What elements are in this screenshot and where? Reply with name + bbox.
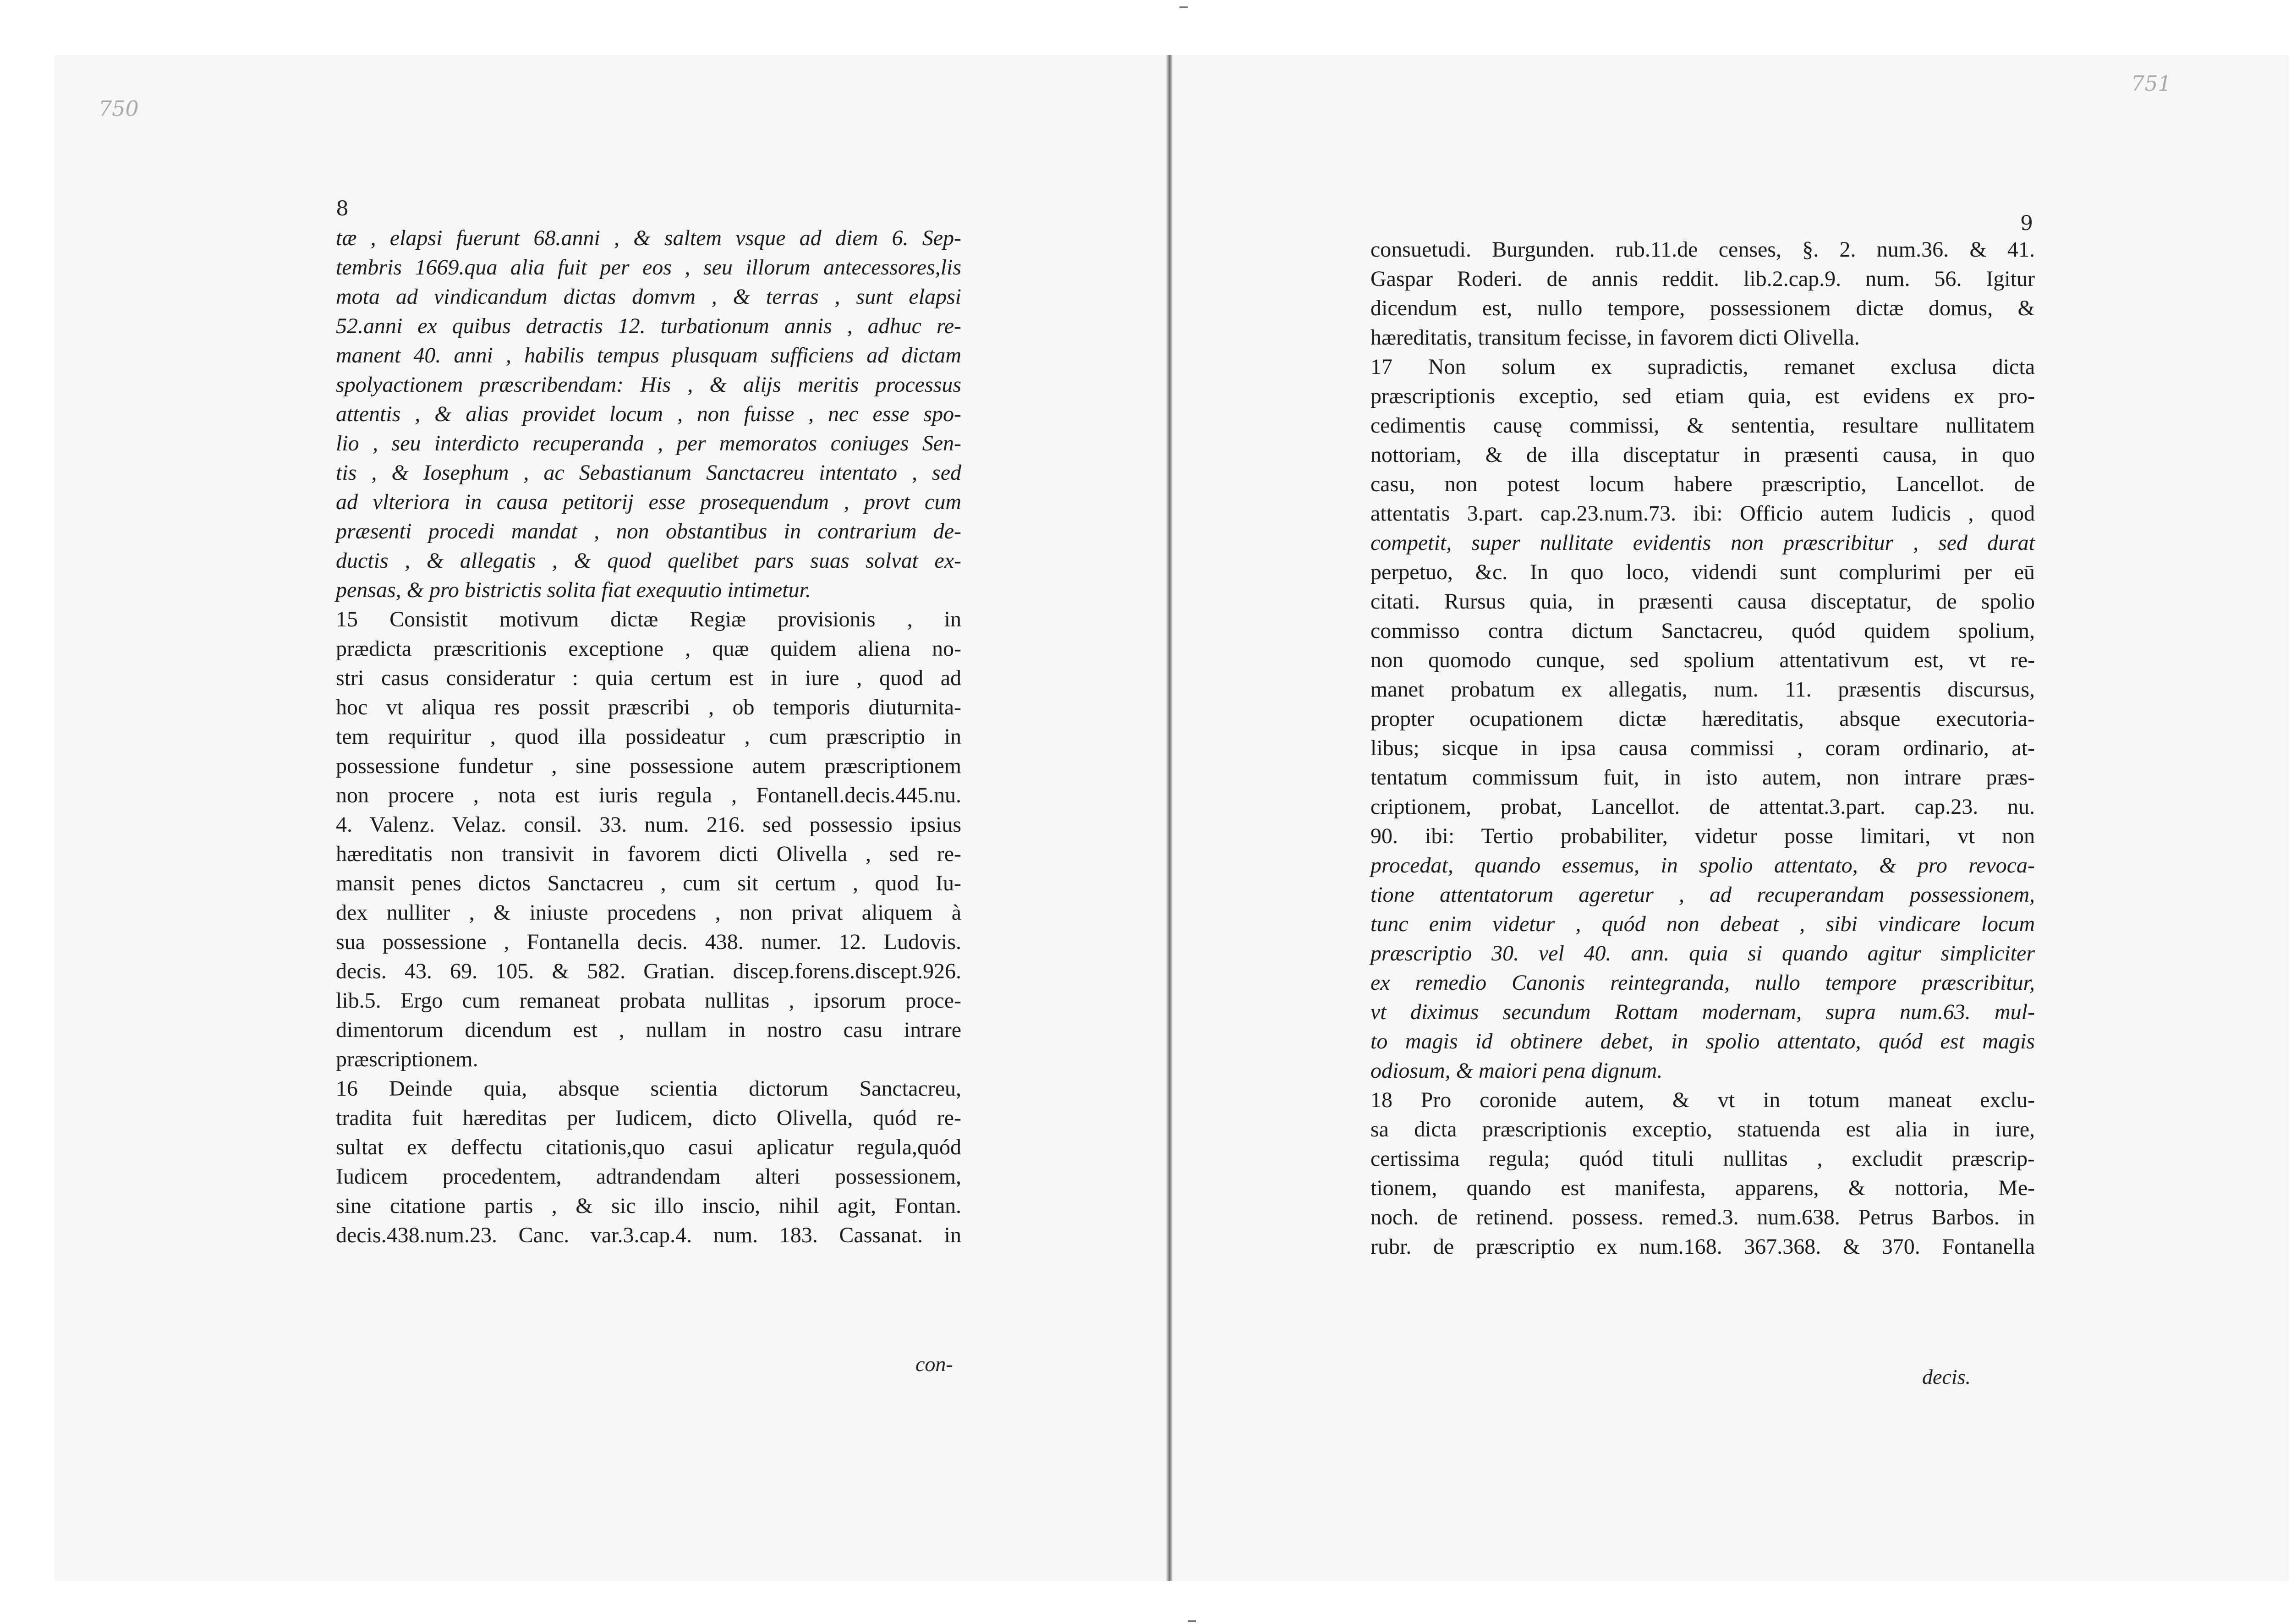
text-line: propter ocupationem dictæ hæreditatis, absque executoria- [1370, 707, 2035, 731]
text-line: perpetuo, &c. In quo loco, videndi sunt complurimi per eū [1370, 560, 2035, 584]
text-line: prædicta præscritionis exceptione , quæ quidem aliena no- [336, 636, 961, 661]
text-line: mota ad vindicandum dictas domvm , & terras , sunt elapsi [336, 285, 961, 309]
text-line: attentatis 3.part. cap.23.num.73. ibi: Officio autem Iudicis , quod [1370, 501, 2035, 526]
text-line: nottoriam, & de illa disceptatur in præsenti causa, in quo [1370, 443, 2035, 467]
text-line: hoc vt aliqua res possit præscribi , ob temporis diuturnita- [336, 695, 961, 719]
text-line: noch. de retinend. possess. remed.3. num.638. Petrus Barbos. in [1370, 1205, 2035, 1229]
text-line: rubr. de præscriptio ex num.168. 367.368. & 370. Fontanella [1370, 1234, 2035, 1259]
right-page-number: 9 [2020, 212, 2033, 235]
text-line: 15 Consistit motivum dictæ Regiæ provisionis , in [336, 607, 961, 631]
text-line: casu, non potest locum habere præscriptio, Lancellot. de [1370, 472, 2035, 496]
text-line: 4. Valenz. Velaz. consil. 33. num. 216. sed possessio ipsius [336, 812, 961, 837]
left-pencil-folio: 750 [99, 96, 139, 121]
text-line: tionem, quando est manifesta, apparens, & nottoria, Me- [1370, 1176, 2035, 1200]
text-line: ex remedio Canonis reintegranda, nullo tempore præscribitur, [1370, 971, 2035, 995]
text-line: lib.5. Ergo cum remaneat probata nullitas , ipsorum proce- [336, 988, 961, 1013]
text-line: cedimentis causę commissi, & sententia, resultare nullitatem [1370, 413, 2035, 438]
text-line: manet probatum ex allegatis, num. 11. præsentis discursus, [1370, 677, 2035, 702]
text-line: lio , seu interdicto recuperanda , per memoratos coniuges Sen- [336, 431, 961, 455]
text-line: præscriptio 30. vel 40. ann. quia si quando agitur simpliciter [1370, 941, 2035, 966]
book-gutter [1166, 55, 1173, 1581]
text-line: sua possessione , Fontanella decis. 438. numer. 12. Ludovis. [336, 930, 961, 954]
text-line: sa dicta præscriptionis exceptio, statuenda est alia in iure, [1370, 1117, 2035, 1141]
text-line: commisso contra dictum Sanctacreu, quód quidem spolium, [1370, 619, 2035, 643]
text-line: spolyactionem præscribendam: His , & alijs meritis processus [336, 373, 961, 397]
right-page [1173, 0, 2291, 1624]
text-line: non procere , nota est iuris regula , Fontanell.decis.445.nu. [336, 783, 961, 807]
text-line: Gaspar Roderi. de annis reddit. lib.2.cap.9. num. 56. Igitur [1370, 267, 2035, 291]
text-line: non quomodo cunque, sed spolium attentativum est, vt re- [1370, 648, 2035, 672]
text-line: 16 Deinde quia, absque scientia dictorum Sanctacreu, [336, 1076, 961, 1101]
text-line: Iudicem procedentem, adtrandendam alteri possessionem, [336, 1164, 961, 1189]
text-line: sine citatione partis , & sic illo inscio, nihil agit, Fontan. [336, 1194, 961, 1218]
text-line: criptionem, probat, Lancellot. de attentat.3.part. cap.23. nu. [1370, 795, 2035, 819]
text-line: præscriptionem. [336, 1047, 478, 1071]
text-line: decis. 43. 69. 105. & 582. Gratian. discep.forens.discept.926. [336, 959, 961, 983]
left-page-number: 8 [336, 197, 349, 220]
text-line: certissima regula; quód tituli nullitas , excludit præscrip- [1370, 1147, 2035, 1171]
text-line: tunc enim videtur , quód non debeat , sibi vindicare locum [1370, 912, 2035, 936]
text-line: procedat, quando essemus, in spolio attentato, & pro revoca- [1370, 853, 2035, 878]
text-line: consuetudi. Burgunden. rub.11.de censes, §. 2. num.36. & 41. [1370, 237, 2035, 262]
text-line: tione attentatorum ageretur , ad recuperandam possessionem, [1370, 883, 2035, 907]
text-line: præsenti procedi mandat , non obstantibus in contrarium de- [336, 519, 961, 543]
text-line: odiosum, & maiori pena dignum. [1370, 1059, 1663, 1083]
text-line: attentis , & alias providet locum , non fuisse , nec esse spo- [336, 402, 961, 426]
text-line: dex nulliter , & iniuste procedens , non privat aliquem à [336, 900, 961, 925]
text-line: ad vlteriora in causa petitorij esse prosequendum , provt cum [336, 490, 961, 514]
text-line: citati. Rursus quia, in præsenti causa disceptatur, de spolio [1370, 589, 2035, 614]
text-line: sultat ex deffectu citationis,quo casui aplicatur regula,quód [336, 1135, 961, 1159]
text-line: hæreditatis non transivit in favorem dicti Olivella , sed re- [336, 842, 961, 866]
text-line: manent 40. anni , habilis tempus plusquam sufficiens ad dictam [336, 343, 961, 368]
text-line: tembris 1669.qua alia fuit per eos , seu illorum antecessores,lis [336, 255, 961, 280]
text-line: possessione fundetur , sine possessione autem præscriptionem [336, 754, 961, 778]
right-pencil-folio: 751 [2131, 71, 2171, 96]
text-line: præscriptionis exceptio, sed etiam quia, est evidens ex pro- [1370, 384, 2035, 408]
text-line: hæreditatis, transitum fecisse, in favorem dicti Olivella. [1370, 325, 1860, 350]
text-line: pensas, & pro bistrictis solita fiat exequutio intimetur. [336, 578, 811, 602]
text-line: dicendum est, nullo tempore, possessionem dictæ domus, & [1370, 296, 2035, 320]
text-line: ductis , & allegatis , & quod quelibet pars suas solvat ex- [336, 549, 961, 573]
text-line: competit, super nullitate evidentis non præscribitur , sed durat [1370, 531, 2035, 555]
text-line: 52.anni ex quibus detractis 12. turbationum annis , adhuc re- [336, 314, 961, 338]
text-line: 18 Pro coronide autem, & vt in totum maneat exclu- [1370, 1088, 2035, 1112]
text-line: tradita fuit hæreditas per Iudicem, dicto Olivella, quód re- [336, 1106, 961, 1130]
text-line: 17 Non solum ex supradictis, remanet exclusa dicta [1370, 355, 2035, 379]
left-catchword: con- [915, 1352, 953, 1376]
left-page-text [336, 224, 961, 1250]
text-line: vt diximus secundum Rottam modernam, supra num.63. mul- [1370, 1000, 2035, 1024]
text-line: tæ , elapsi fuerunt 68.anni , & saltem vsque ad diem 6. Sep- [336, 226, 961, 250]
text-line: 90. ibi: Tertio probabiliter, videtur posse limitari, vt non [1370, 824, 2035, 848]
text-line: decis.438.num.23. Canc. var.3.cap.4. num. 183. Cassanat. in [336, 1223, 961, 1247]
text-line: to magis id obtinere debet, in spolio attentato, quód est magis [1370, 1029, 2035, 1053]
text-line: mansit penes dictos Sanctacreu , cum sit certum , quod Iu- [336, 871, 961, 895]
right-catchword: decis. [1922, 1365, 1971, 1388]
text-line: libus; sicque in ipsa causa commissi , coram ordinario, at- [1370, 736, 2035, 760]
text-line: stri casus consideratur : quia certum est in iure , quod ad [336, 666, 961, 690]
right-page-text [1370, 235, 2035, 1262]
text-line: dimentorum dicendum est , nullam in nostro casu intrare [336, 1018, 961, 1042]
text-line: tis , & Iosephum , ac Sebastianum Sanctacreu intentato , sed [336, 461, 961, 485]
text-line: tem requiritur , quod illa possideatur , cum præscriptio in [336, 724, 961, 749]
text-line: tentatum commissum fuit, in isto autem, non intrare præs- [1370, 765, 2035, 790]
